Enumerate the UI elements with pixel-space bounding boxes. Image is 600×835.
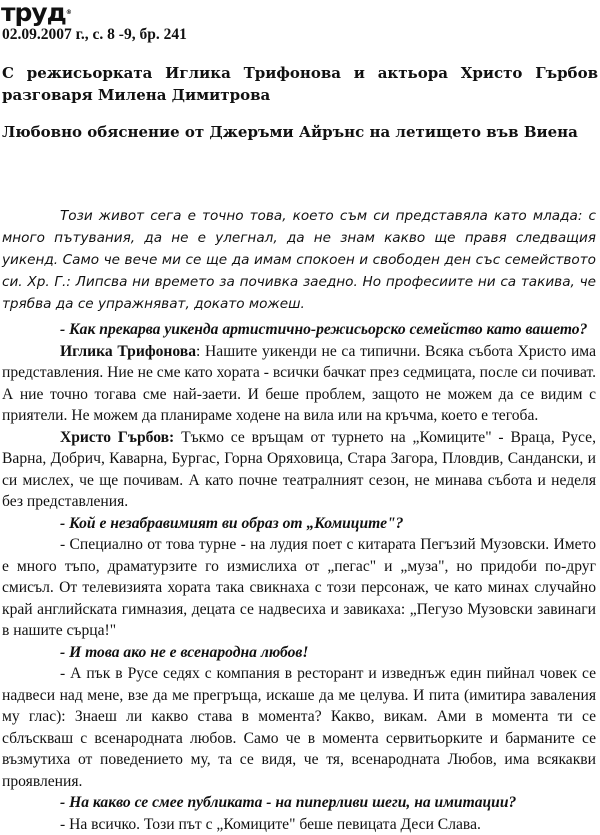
question: - И това ако не е всенародна любов!: [2, 642, 596, 664]
answer: - А пък в Русе седях с компания в ресторант и изведнъж един пийнал човек се надвеси над мене, взе да ме прегръща, искаше да ме целува. И пита (имитира заваления му глас): Знаеш ли какво става в момента? Какво, викам. Ами в момента ти се сблъскваш с всенародната любов. Само че в момента сервитьорките и барманите се възмутиха от поведението му, та се видя, че тя, всенародната Любов, има всякакви проявления.: [2, 663, 596, 792]
interview-body: [2, 319, 596, 835]
answer: [2, 427, 596, 513]
answer: [2, 341, 596, 427]
question: - Как прекарва уикенда артистично-режисьорско семейство като вашето?: [2, 319, 596, 341]
logo-text: труд: [1, 0, 66, 27]
newspaper-logo: [1, 0, 71, 25]
speaker-name: Иглика Трифонова: [60, 343, 196, 360]
answer-text: : Нашите уикенди не са типични. Всяка събота Христо има представления. Ние не сме като хората - всички бачкат през седмицата, после си почиват. А ние точно тогава сме най-заети. И беше проблем, защото не можем да се видим с приятели. Не можем да планираме ходене на вила или на кръчма, което е тегоба.: [2, 343, 596, 425]
question: - На какво се смее публиката - на пиперливи шеги, на имитации?: [2, 792, 596, 814]
question: - Кой е незабравимият ви образ от „Комиците"?: [2, 513, 596, 535]
lead-paragraph: [2, 205, 596, 315]
lead-text: Този живот сега е точно това, което съм си представяла като млада: с много пътувания, да не е улегнал, да не знам какво ще правя следващия уикенд. Само че вече ми се ще да имам спокоен и свободен ден със семейството си. Хр. Г.: Липсва ни времето за почивка заедно. Но професиите ни са такива, че трябва да се упражняват, докато можеш.: [2, 205, 596, 315]
answer: - На всичко. Този път с „Комиците" беше певицата Деси Слава.: [2, 814, 596, 835]
answer-text: Тъкмо се връщам от турнето на „Комиците" - Враца, Русе, Варна, Добрич, Каварна, Бургас, Горна Оряховица, Стара Загора, Пловдив, Сандански, и си мислех, че ще почивам. А като почне театралният сезон, не минава събота и неделя без представления.: [2, 429, 596, 511]
dateline: 02.09.2007 г., с. 8 -9, бр. 241: [2, 26, 187, 44]
article-title: Любовно обяснение от Джеръми Айрънс на летището във Виена: [2, 121, 598, 143]
speaker-name: Христо Гърбов:: [60, 429, 174, 446]
answer: - Специално от това турне - на лудия поет с китарата Пегъзий Музовски. Името е много тъпо, драматурзите го измислиха от „пегас" и „муза", но придоби по-друг смисъл. От телевизията хората така свикнаха с този персонаж, че като минах случайно край английската гимназия, децата се надвесиха и завикаха: „Пегузо Музовски завинаги в нашите сърца!": [2, 534, 596, 642]
registered-mark: ®: [66, 9, 71, 16]
byline-heading: С режисьорката Иглика Трифонова и актьора Христо Гърбов разговаря Милена Димитрова: [2, 62, 598, 106]
